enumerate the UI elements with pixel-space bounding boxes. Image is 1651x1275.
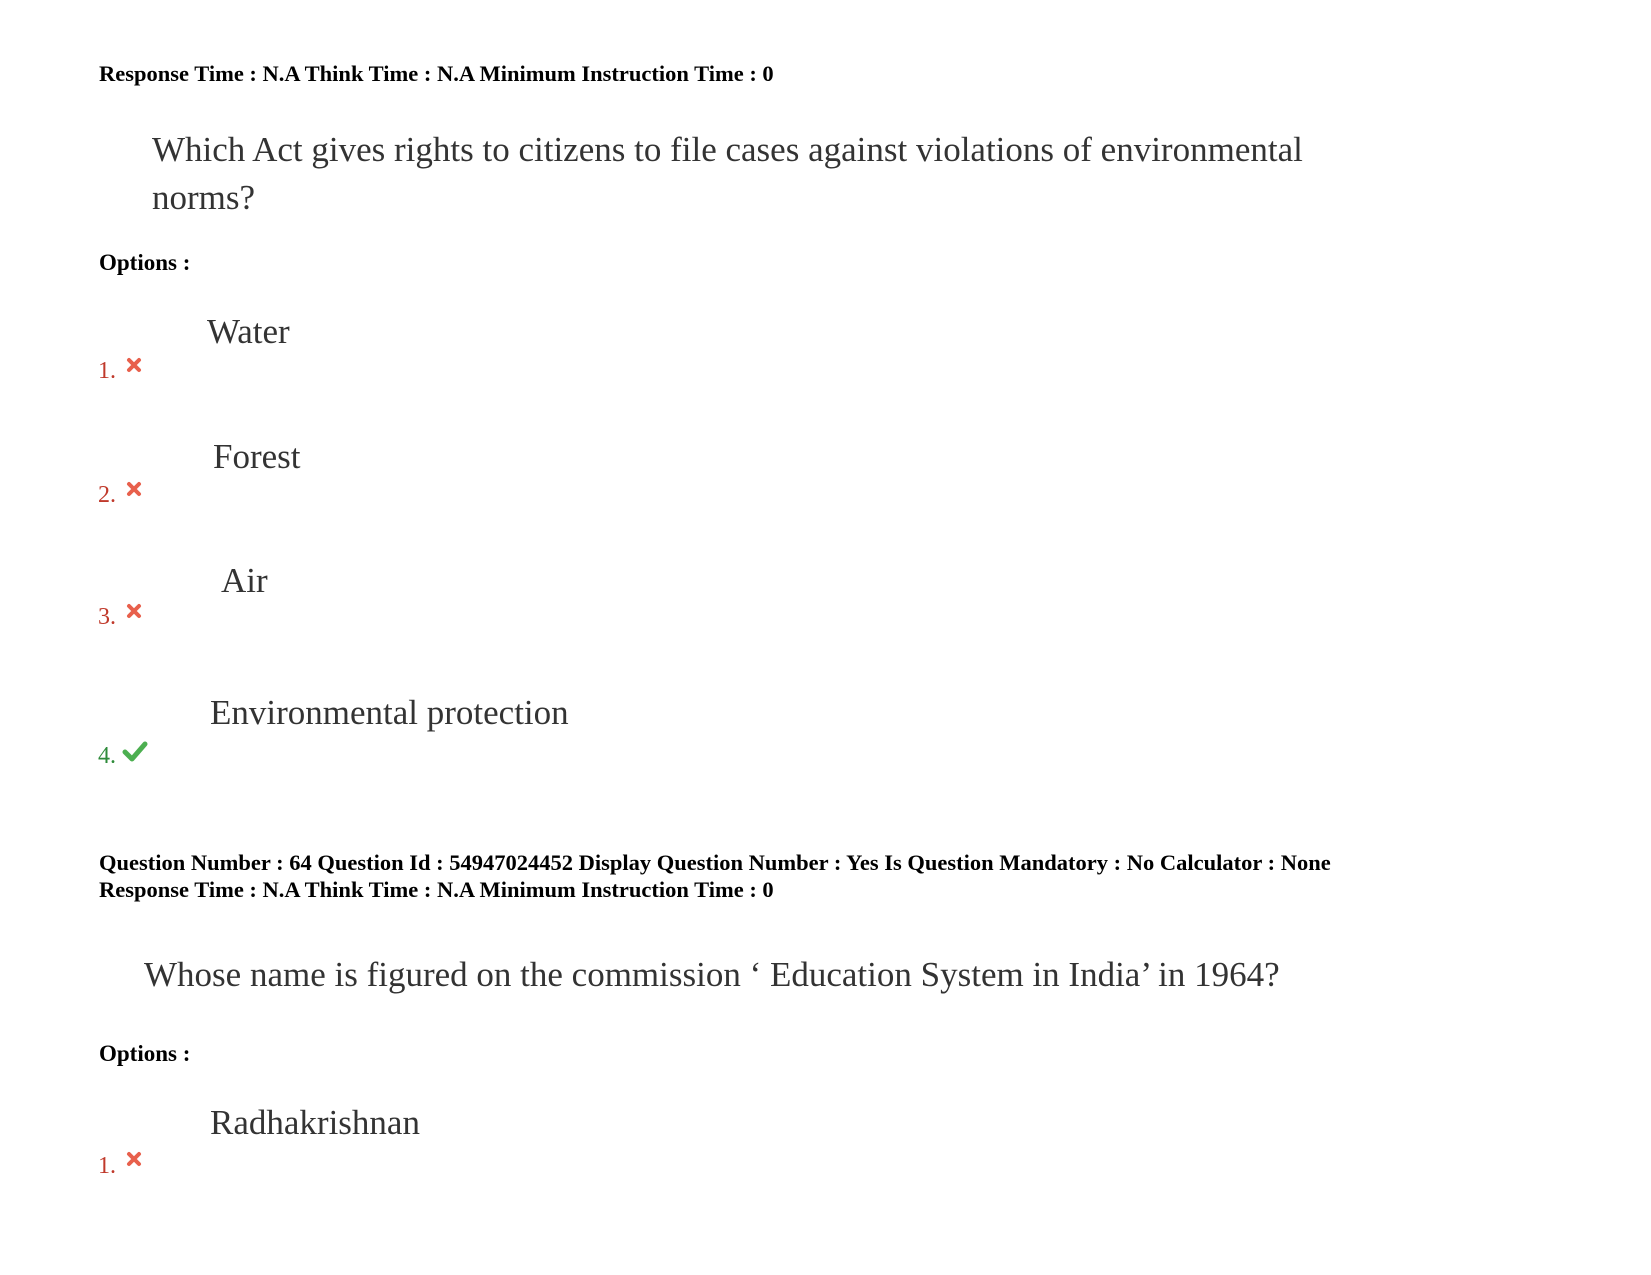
cross-icon [126, 481, 142, 497]
option-3-number: 3. [98, 604, 116, 630]
option-4-number: 4. [98, 743, 116, 769]
option-1-text: Radhakrishnan [210, 1103, 420, 1142]
response-time-line: Response Time : N.A Think Time : N.A Minimum Instruction Time : 0 [99, 877, 774, 902]
option-2-number: 2. [98, 482, 116, 508]
option-1-number: 1. [98, 1153, 116, 1179]
options-label: Options : [99, 250, 191, 275]
question-text-line-2: norms? [152, 178, 256, 217]
question-text: Whose name is figured on the commission ‘ Education System in India’ in 1964? [144, 955, 1280, 994]
option-1-number: 1. [98, 358, 116, 384]
response-time-line: Response Time : N.A Think Time : N.A Minimum Instruction Time : 0 [99, 61, 774, 86]
cross-icon [126, 1151, 142, 1167]
options-label: Options : [99, 1041, 191, 1066]
question-text-line-1: Which Act gives rights to citizens to file cases against violations of environmental [152, 130, 1303, 169]
option-2-text: Forest [213, 437, 301, 476]
cross-icon [126, 603, 142, 619]
option-4-text: Environmental protection [210, 693, 569, 732]
check-icon [122, 740, 148, 762]
option-1-text: Water [207, 312, 290, 351]
cross-icon [126, 357, 142, 373]
option-3-text: Air [221, 561, 268, 600]
question-header-line: Question Number : 64 Question Id : 54947024452 Display Question Number : Yes Is Question Mandatory : No Calculator : None [99, 850, 1331, 875]
